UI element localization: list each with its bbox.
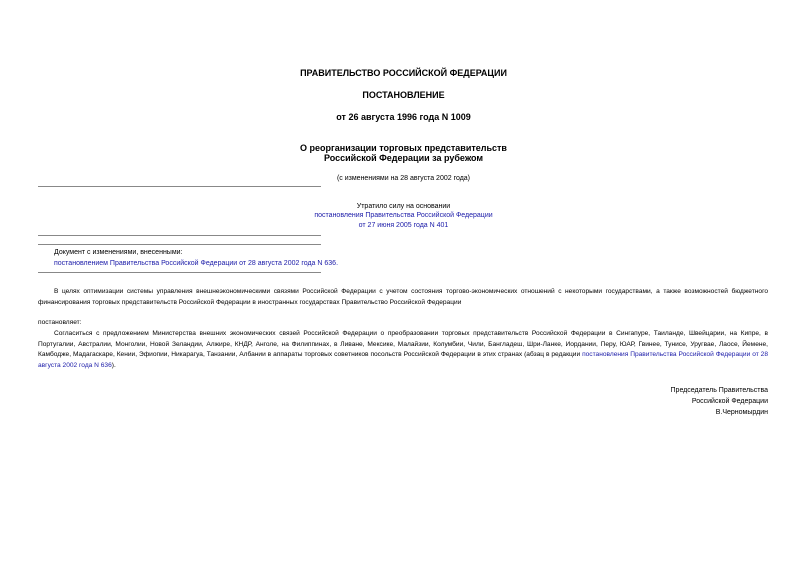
decision-amendment-link[interactable]: постановления Правительства Российской Федерации от 28 августа 2002 года N 636 xyxy=(38,351,768,369)
decision-text-end: ). xyxy=(111,361,116,369)
document-type: ПОСТАНОВЛЕНИЕ xyxy=(362,90,445,100)
document-date-number: от 26 августа 1996 года N 1009 xyxy=(336,112,471,122)
document-title-line2: Российской Федерации за рубежом xyxy=(323,153,484,163)
divider xyxy=(38,186,321,187)
changes-label: Документ с изменениями, внесенными: xyxy=(54,249,183,256)
signature-country: Российской Федерации xyxy=(691,398,768,405)
decision-paragraph xyxy=(38,329,768,371)
invalidated-link-line2[interactable]: от 27 июня 2005 года N 401 xyxy=(358,222,449,229)
invalidated-link-line1[interactable]: постановления Правительства Российской Федерации xyxy=(314,212,493,219)
changes-link[interactable]: постановлением Правительства Российской Федерации от 28 августа 2002 года N 636. xyxy=(54,260,339,267)
decision-text: Согласиться с предложением Министерства внешних экономических связей Российской Федерации о преобразовании торговых представительств Российской Федерации в Сингапуре, Таиланде, Швейцарии, на Кипре, в Португалии, Австралии, Монголии, Новой Зеландии, Алжире, КНДР, Анголе, на Филиппинах, в Ливане, Мексике, Малайзии, Колумбии, Чили, Бангладеш, Шри-Ланке, Иордании, Перу, ЮАР, Гвинее, Тунисе, Уругвае, Лаосе, Йемене, Камбодже, Мадагаскаре, Кении, Эфиопии, Никарагуа, Танзании, Албании в аппараты торговых советников посольств Российской Федерации в этих странах (абзац в редакции xyxy=(38,330,768,358)
decree-word: постановляет: xyxy=(38,319,82,326)
divider xyxy=(38,235,321,236)
document-title-line1: О реорганизации торговых представительств xyxy=(300,143,507,153)
amendment-note: (с изменениями на 28 августа 2002 года) xyxy=(336,175,471,182)
signature-name: В.Черномырдин xyxy=(715,409,768,416)
government-heading: ПРАВИТЕЛЬСТВО РОССИЙСКОЙ ФЕДЕРАЦИИ xyxy=(300,68,507,78)
invalidated-note: Утратило силу на основании xyxy=(356,203,451,210)
divider xyxy=(38,244,321,245)
signature-title: Председатель Правительства xyxy=(670,387,768,394)
preamble-paragraph: В целях оптимизации системы управления внешнеэкономическими связями Российской Федерации с учетом состояния торгово-экономических отношений с некоторыми государствами, а также возможностей бюджетного финансирования торговых представительств Российской Федерации в иностранных государствах Правительство Российской Федерации xyxy=(38,288,768,306)
divider xyxy=(38,272,321,273)
